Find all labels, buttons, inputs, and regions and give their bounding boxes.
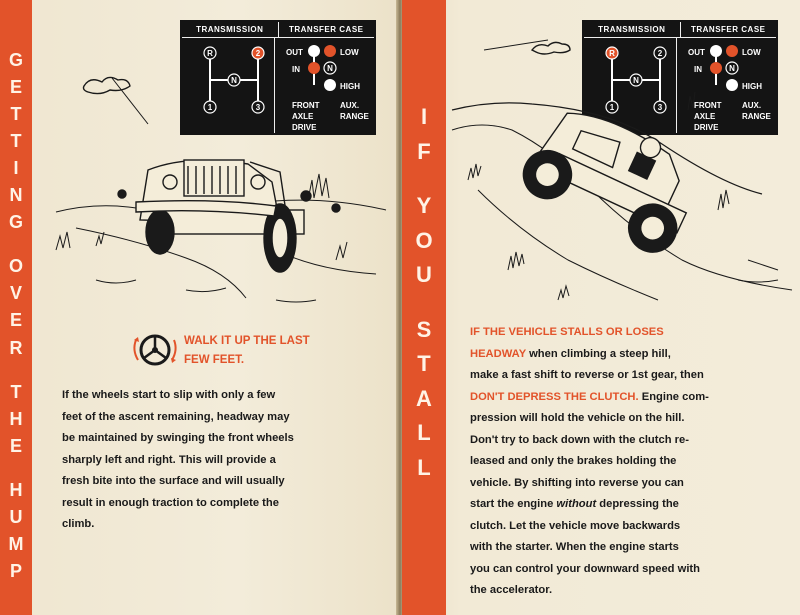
high-label: HIGH	[340, 82, 360, 91]
band-letter: I	[13, 157, 19, 178]
gear-label: N	[327, 64, 333, 73]
band-letter: G	[8, 212, 23, 233]
band-letter: T	[10, 381, 22, 402]
band-letter: N	[9, 185, 23, 206]
band-letter: U	[416, 262, 432, 288]
gear-label: 2	[255, 49, 261, 58]
right-side-band	[402, 0, 446, 615]
band-letter: T	[10, 103, 22, 124]
left-page	[0, 0, 398, 615]
gear-label: 2	[657, 49, 663, 58]
band-letter: G	[8, 49, 23, 70]
walk-heading: WALK IT UP THE LAST FEW FEET.	[184, 335, 310, 366]
band-letter: A	[416, 385, 432, 411]
high-label: HIGH	[742, 82, 762, 91]
band-letter: M	[8, 534, 24, 555]
out-label: OUT	[286, 48, 303, 57]
band-letter: V	[9, 283, 22, 304]
transmission-label: TRANSMISSION	[182, 22, 279, 37]
gear-label: 1	[207, 103, 213, 112]
transmission-label: TRANSMISSION	[584, 22, 681, 37]
band-letter: L	[417, 420, 431, 446]
band-letter: S	[416, 317, 432, 343]
transfer-case-label: TRANSFER CASE	[690, 25, 766, 34]
gear-label: 3	[255, 103, 261, 112]
low-label: LOW	[742, 48, 761, 57]
band-letter: I	[420, 104, 428, 130]
band-letter: P	[9, 561, 22, 582]
low-label: LOW	[340, 48, 359, 57]
aux-range-label: AUX. RANGE	[742, 101, 771, 121]
gear-label: 3	[657, 103, 663, 112]
jeep-hump-illustration	[36, 50, 396, 320]
band-letter: T	[10, 130, 22, 151]
band-letter: O	[415, 227, 433, 253]
band-letter: E	[9, 76, 22, 97]
band-letter: H	[9, 408, 23, 429]
band-letter: Y	[416, 193, 432, 219]
band-letter: E	[9, 310, 22, 331]
band-letter: L	[417, 454, 431, 480]
steering-wheel-icon	[130, 328, 180, 372]
right-paragraph: IF THE VEHICLE STALLS OR LOSES HEADWAY when climbing a steep hill, make a fast shift to reverse or 1st gear, then DON'T DEPRESS THE CLUTCH. Engine com- pression will hold the vehicle on the hill. Don't try to back down with the clutch re- leased and only the brakes holding the vehicle. By shifting into reverse you can start the engine without depressing the clutch. Let the vehicle move backwards with the starter. When the engine starts you can control your downward speed with the accelerator.	[470, 322, 788, 602]
band-letter: T	[417, 351, 431, 377]
band-letter: R	[9, 337, 23, 358]
band-letter: F	[417, 138, 431, 164]
transfer-case-label: TRANSFER CASE	[288, 25, 364, 34]
front-axle-drive-label: FRONT AXLE DRIVE	[292, 101, 320, 132]
jeep-stall-illustration	[448, 20, 798, 310]
left-paragraph: If the wheels start to slip with only a few feet of the ascent remaining, headway may be maintained by swinging the front wheels sharply left and right. This will provide a fresh bite into the surface and will usually result in enough traction to complete the climb.	[62, 389, 294, 530]
aux-range-label: AUX. RANGE	[340, 101, 369, 121]
band-letter: U	[9, 507, 23, 528]
left-side-band	[0, 0, 32, 615]
right-page	[402, 0, 800, 615]
gear-label: N	[231, 76, 237, 85]
band-letter: E	[9, 435, 22, 456]
gear-label: 1	[609, 103, 615, 112]
out-label: OUT	[688, 48, 705, 57]
band-letter: O	[8, 256, 23, 277]
in-label: IN	[694, 65, 702, 74]
gear-label: N	[633, 76, 639, 85]
in-label: IN	[292, 65, 300, 74]
gear-label: N	[729, 64, 735, 73]
stall-heading: IF THE VEHICLE STALLS OR LOSES	[470, 326, 664, 338]
band-letter: H	[9, 480, 23, 501]
front-axle-drive-label: FRONT AXLE DRIVE	[694, 101, 722, 132]
gear-label: R	[609, 49, 615, 58]
gear-label: R	[207, 49, 213, 58]
